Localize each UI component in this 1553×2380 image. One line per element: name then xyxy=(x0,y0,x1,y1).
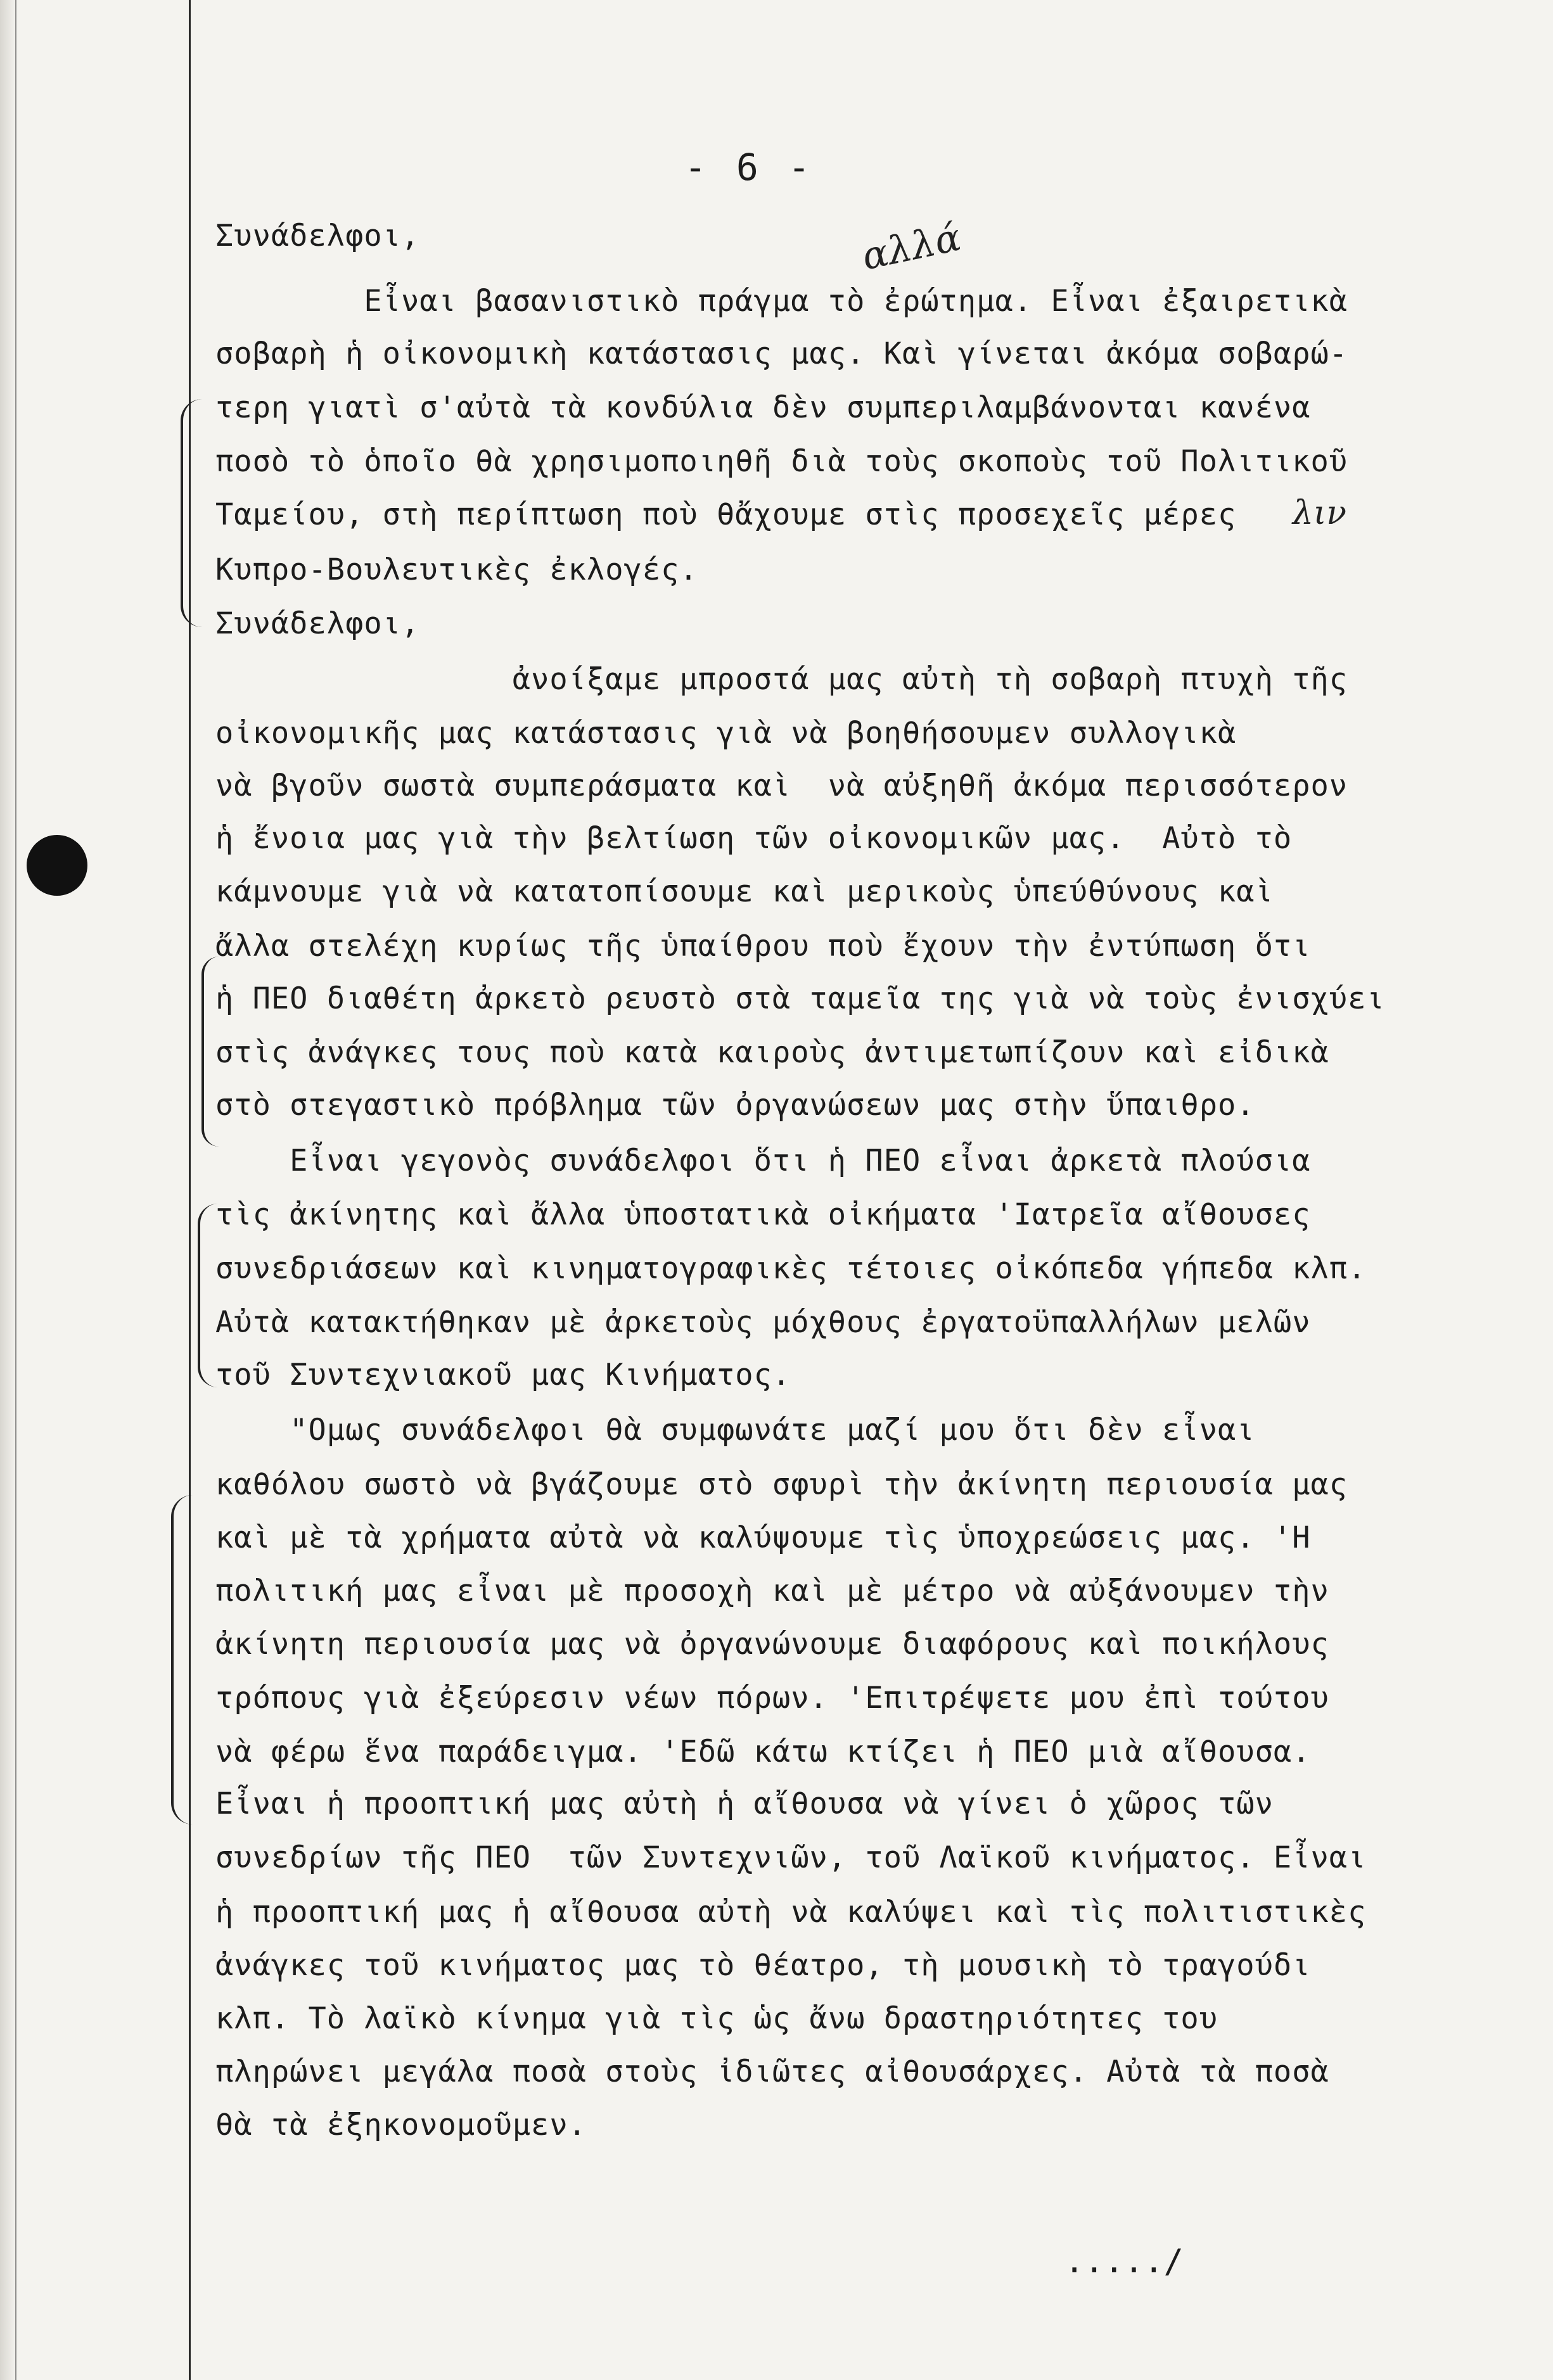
text-line: τὶς ἀκίνητης καὶ ἄλλα ὑποστατικὰ οἰκήματα 'Ιατρεῖα αἴθουσες xyxy=(215,1197,1311,1232)
text-line: Εἶναι ἡ προοπτική μας αὐτὴ ἡ αἴθουσα νὰ γίνει ὁ χῶρος τῶν xyxy=(215,1786,1274,1821)
margin-rule-outer xyxy=(15,0,16,2380)
margin-bracket xyxy=(181,399,202,627)
margin-rule xyxy=(189,0,191,2380)
text-line: στὸ στεγαστικὸ πρόβλημα τῶν ὀργανώσεων μας στὴν ὕπαιθρο. xyxy=(215,1088,1255,1123)
text-line: σοβαρὴ ἡ οἰκονομικὴ κατάστασις μας. Καὶ γίνεται ἀκόμα σοβαρώ- xyxy=(215,336,1348,371)
text-line: πληρώνει μεγάλα ποσὰ στοὺς ἰδιῶτες αἰθουσάρχες. Αὐτὰ τὰ ποσὰ xyxy=(215,2054,1329,2089)
text-line: κάμνουμε γιὰ νὰ κατατοπίσουμε καὶ μερικοὺς ὑπεύθύνους καὶ xyxy=(215,874,1274,909)
handwritten-note: λιν xyxy=(1293,494,1346,532)
text-line: Αὐτὰ κατακτήθηκαν μὲ ἀρκετοὺς μόχθους ἐργατοϋπαλλήλων μελῶν xyxy=(215,1305,1311,1340)
text-line: ἡ προοπτική μας ἡ αἴθουσα αὐτὴ νὰ καλύψει καὶ τὶς πολιτιστικὲς xyxy=(215,1895,1367,1930)
text-line: Εἶναι βασανιστικὸ πράγμα τὸ ἐρώτημα. Εἶναι ἐξαιρετικὰ xyxy=(215,284,1348,319)
margin-bracket xyxy=(171,1495,193,1824)
text-line: "Ομως συνάδελφοι θὰ συμφωνάτε μαζί μου ὅτι δὲν εἶναι xyxy=(215,1413,1255,1448)
text-line: νὰ βγοῦν σωστὰ συμπεράσματα καὶ νὰ αὐξηθῆ ἀκόμα περισσότερον xyxy=(215,768,1348,803)
text-line: θὰ τὰ ἐξηκονομοῦμεν. xyxy=(215,2108,587,2142)
text-line: ἀνοίξαμε μπροστά μας αὐτὴ τὴ σοβαρὴ πτυχὴ τῆς xyxy=(215,662,1348,697)
scan-edge xyxy=(0,0,16,2380)
continuation-mark: ...../ xyxy=(1064,2243,1184,2281)
page-number: - 6 - xyxy=(684,146,814,189)
text-line: τοῦ Συντεχνιακοῦ μας Κινήματος. xyxy=(215,1358,791,1392)
text-line: ἀνάγκες τοῦ κινήματος μας τὸ θέατρο, τὴ μουσικὴ τὸ τραγούδι xyxy=(215,1948,1311,1983)
text-line: συνεδρίων τῆς ΠΕΟ τῶν Συντεχνιῶν, τοῦ Λαϊκοῦ κινήματος. Εἶναι xyxy=(215,1840,1367,1875)
text-line: καθόλου σωστὸ νὰ βγάζουμε στὸ σφυρὶ τὴν ἀκίνητη περιουσία μας xyxy=(215,1467,1348,1502)
text-line: συνεδριάσεων καὶ κινηματογραφικὲς τέτοιες οἰκόπεδα γήπεδα κλπ. xyxy=(215,1251,1367,1286)
text-line: Συνάδελφοι, xyxy=(215,219,420,253)
text-line: ἀκίνητη περιουσία μας νὰ ὀργανώνουμε διαφόρους καὶ ποικήλους xyxy=(215,1627,1329,1662)
text-line: τρόπους γιὰ ἐξεύρεσιν νέων πόρων. 'Επιτρέψετε μου ἐπὶ τούτου xyxy=(215,1681,1329,1715)
text-line: Ταμείου, στὴ περίπτωση ποὺ θἄχουμε στὶς προσεχεῖς μέρες xyxy=(215,497,1237,532)
text-line: ποσὸ τὸ ὁποῖο θὰ χρησιμοποιηθῆ διὰ τοὺς σκοποὺς τοῦ Πολιτικοῦ xyxy=(215,444,1348,479)
text-line: ἄλλα στελέχη κυρίως τῆς ὑπαίθρου ποὺ ἔχουν τὴν ἐντύπωση ὅτι xyxy=(215,929,1311,964)
text-line: Εἶναι γεγονὸς συνάδελφοι ὅτι ἡ ΠΕΟ εἶναι ἀρκετὰ πλούσια xyxy=(215,1143,1311,1178)
text-line: πολιτική μας εἶναι μὲ προσοχὴ καὶ μὲ μέτρο νὰ αὐξάνουμεν τὴν xyxy=(215,1574,1329,1608)
text-line: ἡ ἔνοια μας γιὰ τὴν βελτίωση τῶν οἰκονομικῶν μας. Αὐτὸ τὸ xyxy=(215,821,1293,856)
handwritten-note: αλλά xyxy=(858,215,965,279)
text-line: οἰκονομικῆς μας κατάστασις γιὰ νὰ βοηθήσουμεν συλλογικὰ xyxy=(215,716,1237,751)
text-line: τερη γιατὶ σ'αὐτὰ τὰ κονδύλια δὲν συμπεριλαμβάνονται κανένα xyxy=(215,390,1311,425)
text-line: κλπ. Τὸ λαϊκὸ κίνημα γιὰ τὶς ὡς ἄνω δραστηριότητες του xyxy=(215,2001,1218,2036)
text-line: ἡ ΠΕΟ διαθέτη ἀρκετὸ ρευστὸ στὰ ταμεῖα της γιὰ νὰ τοὺς ἐνισχύει xyxy=(215,981,1385,1016)
punch-hole xyxy=(27,835,87,896)
text-line: καὶ μὲ τὰ χρήματα αὐτὰ νὰ καλύψουμε τὶς ὑποχρεώσεις μας. 'Η xyxy=(215,1520,1311,1555)
text-line: νὰ φέρω ἕνα παράδειγμα. 'Εδῶ κάτω κτίζει ἡ ΠΕΟ μιὰ αἴθουσα. xyxy=(215,1734,1311,1769)
text-line: Κυπρο-Βουλευτικὲς ἐκλογές. xyxy=(215,552,698,587)
text-line: Συνάδελφοι, xyxy=(215,606,420,641)
text-line: στὶς ἀνάγκες τους ποὺ κατὰ καιροὺς ἀντιμετωπίζουν καὶ εἰδικὰ xyxy=(215,1035,1329,1070)
